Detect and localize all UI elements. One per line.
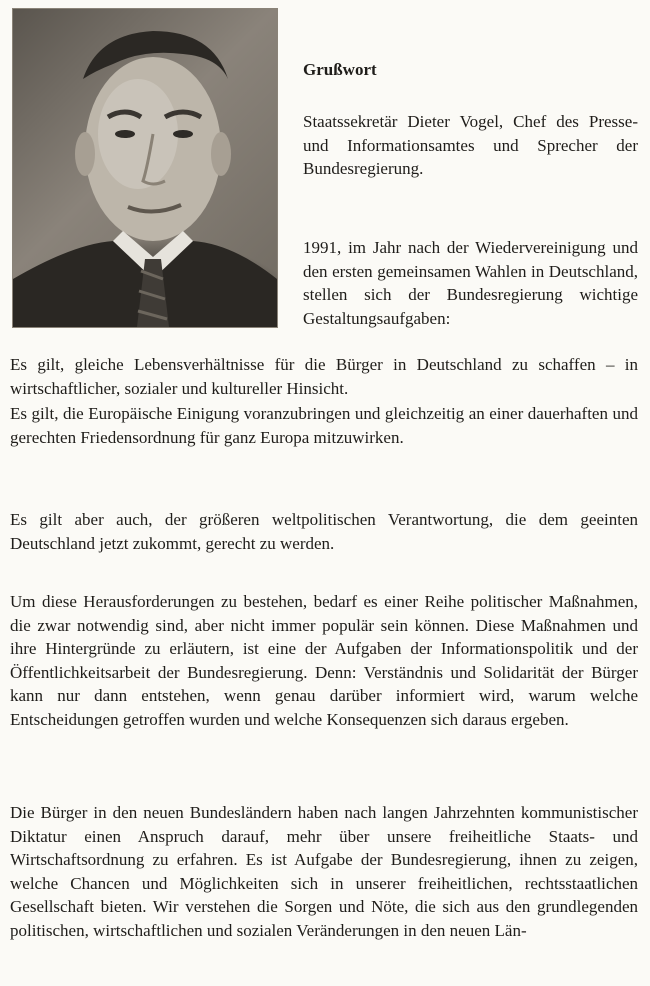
portrait-photo: [12, 8, 278, 328]
body-paragraph-5: Die Bürger in den neuen Bundesländern haben nach langen Jahrzehnten kommunistischer Diktatur einen Anspruch darauf, mehr über unsere freiheitliche Staats- und Wirtschaftsordnung zu erfahren. Es ist Aufgabe der Bundesregierung, ihnen zu zeigen, welche Chancen und Möglichkeiten sich in unserer freiheitlichen, rechtsstaatlichen Gesellschaft bieten. Wir verstehen die Sorgen und Nöte, die sich aus den grundlegenden politischen, wirtschaftlichen und sozialen Veränderungen in den neuen Län-: [10, 803, 638, 940]
body-paragraph-1: Es gilt, gleiche Lebensverhältnisse für die Bürger in Deutschland zu schaffen – in wirtschaftlicher, sozialer und kultureller Hinsicht.: [10, 355, 638, 398]
page-heading: Grußwort: [303, 60, 377, 79]
body-paragraph-2: Es gilt, die Europäische Einigung voranzubringen und gleichzeitig an einer dauerhaften und gerechten Friedensordnung für ganz Europa mitzuwirken.: [10, 404, 638, 447]
intro-speaker: Staatssekretär Dieter Vogel, Chef des Presse- und Informationsamtes und Sprecher der Bundesregierung.: [303, 112, 638, 178]
portrait-illustration: [13, 9, 277, 327]
body-paragraph-3: Es gilt aber auch, der größeren weltpolitischen Verantwortung, die dem geeinten Deutschland jetzt zukommt, gerecht zu werden.: [10, 510, 638, 553]
intro-paragraph: 1991, im Jahr nach der Wiedervereinigung und den ersten gemeinsamen Wahlen in Deutschland, stellen sich der Bundesregierung wichtige Gestaltungsaufgaben:: [303, 238, 638, 328]
body-paragraph-4: Um diese Herausforderungen zu bestehen, bedarf es einer Reihe politischer Maßnahmen, die zwar notwendig sind, aber nicht immer populär sein können. Diese Maßnahmen und ihre Hintergründe zu erläutern, ist eine der Aufgaben der Informationspolitik und der Öffentlichkeitsarbeit der Bundesregierung. Denn: Verständnis und Solidarität der Bürger kann nur dann entstehen, wenn genau darüber informiert wird, warum welche Entscheidungen getroffen wurden und welche Konsequenzen sich daraus ergeben.: [10, 592, 638, 729]
